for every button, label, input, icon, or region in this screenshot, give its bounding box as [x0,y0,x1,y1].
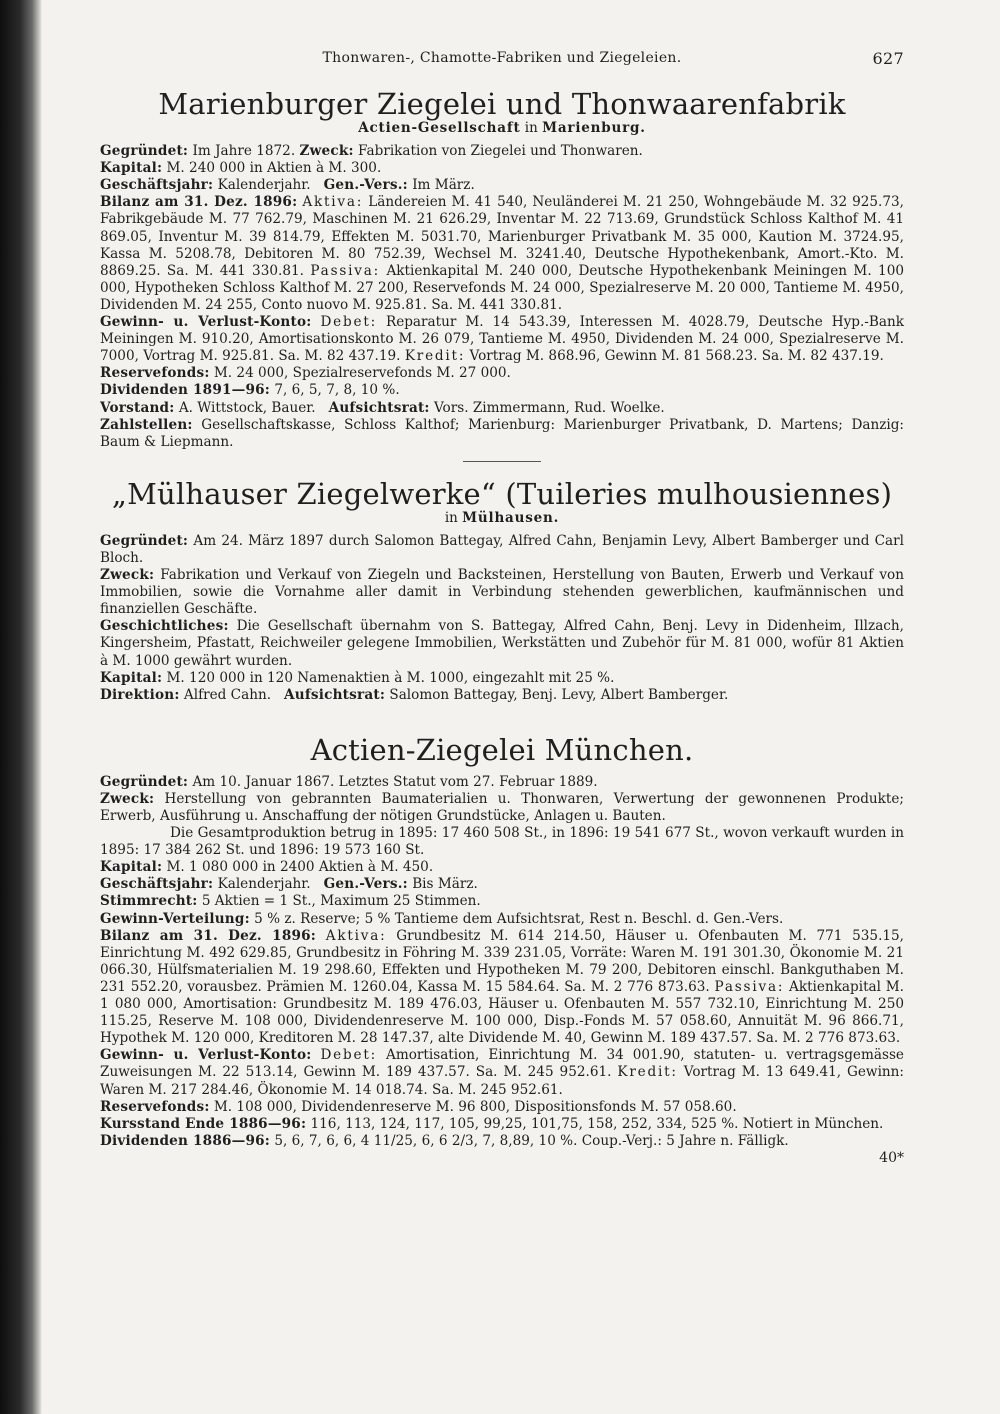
label: Direktion: [100,686,180,703]
label: Geschichtliches: [100,618,229,635]
label-liabilities: Passiva: [714,978,785,995]
entry-purpose [100,791,904,825]
label-assets: Aktiva: [302,194,364,211]
label: Gegründet: [100,532,189,549]
label: Vorstand: [100,399,175,416]
value: M. 24 000, Spezialreservefonds M. 27 000. [213,365,511,382]
company-subtitle [100,510,904,527]
entry-purpose [100,567,904,618]
value: Gesellschaftskasse, Schloss Kalthof; Marienburg: Marienburger Privatbank, D. Martens; Danzig: Baum & Liepmann. [100,416,904,450]
subtitle-in: in [524,120,538,136]
entry-reserve [100,1099,904,1116]
value: M. 120 000 in 120 Namenaktien à M. 1000, eingezahlt mit 25 %. [166,669,615,686]
value: 116, 113, 124, 117, 105, 99,25, 101,75, 158, 252, 334, 525 %. Notiert in München. [310,1115,884,1132]
entry-management [100,687,904,704]
value: Vortrag M. 868.96, Gewinn M. 81 568.23. Sa. M. 82 437.19. [469,348,884,365]
label: Gewinn- u. Verlust-Konto: [100,1047,312,1064]
label: Zweck: [299,143,354,160]
company-title: Actien-Ziegelei München. [310,732,694,767]
value: Amortisation, Einrichtung M. 34 001.90, statuten- u. vertragsgemässe Zuweisungen M. 22 513.14, Gewinn M. 189 437.57. Sa. M. 245 952.61. [100,1047,904,1081]
label: Stimmrecht: [100,893,198,910]
section-divider [463,461,541,462]
subtitle-location: Marienburg. [542,120,646,136]
label: Reservefonds: [100,1098,210,1115]
value: Vortrag M. 13 649.41, Gewinn: Waren M. 217 284.46, Ökonomie M. 14 018.74. Sa. M. 245 952.61. [100,1064,905,1098]
value: Aktienkapital M. 1 080 000, Amortisation: Grundbesitz M. 189 476.03, Häuser u. Ofenbauten M. 557 732.10, Einrichtung M. 250 115.25, Reserve M. 108 000, Dividendenreserve M. 100 000, Disp.-Fonds M. 57 058.60, Annuität M. 96 866.71, Hypothek M. 120 000, Kreditoren M. 28 147.37, alte Dividende M. 40, Gewinn M. 189 437.57. Sa. M. 2 776 873.63. [100,978,905,1047]
label-debit: Debet: [320,314,377,331]
company-title: Marienburger Ziegelei und Thonwaarenfabrik [158,87,846,121]
value: Vors. Zimmermann, Rud. Woelke. [433,399,665,416]
entry-profit-loss [100,1047,904,1098]
label: Geschäftsjahr: [100,876,214,893]
label: Reservefonds: [100,365,210,382]
label: Bilanz am 31. Dez. 1896: [100,194,298,211]
label: Zweck: [100,790,155,807]
entry-founded [100,533,904,567]
entry-production: Die Gesamtproduktion betrug in 1895: 17 460 508 St., in 1896: 19 541 677 St., wovon verkauft wurden in 1895: 17 384 262 St. und 1896: 19 573 160 St. [100,825,904,859]
running-head-title: Thonwaren-, Chamotte-Fabriken und Ziegeleien. [322,50,682,66]
entry-history [100,618,904,669]
value: Im März. [412,177,475,194]
value: Grundbesitz M. 614 214.50, Häuser u. Ofenbauten M. 771 535.15, Einrichtung M. 492 629.85, Grundbesitz in Föhring M. 339 231.05, Vorräte: Waren M. 191 301.30, Ökonomie M. 21 066.30, Hülfsmaterialien M. 19 298.60, Effekten und Hypotheken M. 79 200, Debitoren einschl. Bankguthaben M. 231 552.20, vorausbez. Prämien M. 1260.04, Kassa M. 15 584.64. Sa. M. 2 776 873.63. [100,927,905,995]
value: A. Wittstock, Bauer. [178,399,316,416]
subtitle-location: Mülhausen. [462,509,560,526]
entry-founded [100,143,904,160]
entry-dividends [100,382,904,399]
label: Kapital: [100,160,163,177]
value: Aktienkapital M. 240 000, Deutsche Hypothekenbank Meiningen M. 100 000, Hypotheken Schloss Kalthof M. 27 200, Reservefonds M. 24 000, Spezialreserve M. 20 000, Tantieme M. 4950, Dividenden M. 24 255, Conto nuovo M. 925.81. Sa. M. 441 330.81. [100,262,904,313]
value: Alfred Cahn. [183,686,272,703]
label: Geschäftsjahr: [100,177,214,194]
book-spine-shadow [0,0,42,1414]
label: Gen.-Vers.: [323,876,408,893]
value: Salomon Battegay, Benj. Levy, Albert Bamberger. [389,686,729,703]
value: 5 % z. Reserve; 5 % Tantieme dem Aufsichtsrat, Rest n. Beschl. d. Gen.-Vers. [254,910,784,927]
subtitle-in: in [444,509,458,526]
entry-dividends [100,1133,904,1150]
value: 5, 6, 7, 6, 6, 4 11/25, 6, 6 2/3, 7, 8,89, 10 %. Coup.-Verj.: 5 Jahre n. Fälligk. [274,1132,789,1149]
label: Gegründet: [100,773,189,790]
entry-reserve [100,365,904,382]
value: Am 10. Januar 1867. Letztes Statut vom 27. Februar 1889. [192,773,598,790]
document-page [100,46,904,1167]
label-credit: Kredit: [617,1064,678,1081]
label: Gewinn-Verteilung: [100,910,250,927]
value: Kalenderjahr. [217,177,311,194]
label: Gen.-Vers.: [323,177,408,194]
company-entry-muenchen [100,734,904,1167]
value: Fabrikation und Verkauf von Ziegeln und Backsteinen, Herstellung von Bauten, Erwerb und Verkauf von Immobilien, sowie die Vornahme aller damit in Verbindung stehenden gewerblichen, kaufmännischen und finanziellen Geschäfte. [100,567,904,618]
value: Fabrikation von Ziegelei und Thonwaren. [358,143,643,160]
entry-paying-agents [100,417,904,451]
subtitle-company-form: Actien-Gesellschaft [358,120,521,136]
label: Aufsichtsrat: [284,686,386,703]
page-number: 627 [872,49,904,68]
company-title: „Mülhauser Ziegelwerke“ (Tuileries mulhousiennes) [111,476,893,511]
company-entry-marienburg [100,88,904,451]
value: Im Jahre 1872. [192,143,296,160]
entry-balance [100,194,904,314]
value: Kalenderjahr. [217,876,311,893]
value: M. 1 080 000 in 2400 Aktien à M. 450. [166,859,434,876]
label: Kursstand Ende 1886—96: [100,1115,307,1132]
value: 5 Aktien = 1 St., Maximum 25 Stimmen. [201,893,481,910]
entry-fiscal-year [100,876,904,893]
printer-signature: 40* [879,1149,904,1166]
label: Kapital: [100,859,163,876]
label: Bilanz am 31. Dez. 1896: [100,927,317,944]
value: Bis März. [412,876,478,893]
value: Ländereien M. 41 540, Neuländerei M. 21 250, Wohngebäude M. 32 925.73, Fabrikgebäude M. 77 762.79, Maschinen M. 21 626.29, Inventar M. 22 713.69, Grundstück Schloss Kalthof M. 41 869.05, Inventur M. 39 814.79, Effekten M. 5031.70, Marienburger Privatbank M. 35 000, Kaution M. 3724.95, Kassa M. 5208.78, Debitoren M. 80 752.39, Wechsel M. 3241.40, Deutsche Hypothekenbank, Amort.-Kto. M. 8869.25. Sa. M. 441 330.81. [100,194,904,279]
label: Zweck: [100,567,155,584]
entry-share-prices [100,1116,904,1133]
entry-capital [100,859,904,876]
value: 7, 6, 5, 7, 8, 10 %. [274,382,400,399]
label: Aufsichtsrat: [328,399,430,416]
label: Gegründet: [100,143,189,160]
label-credit: Kredit: [404,348,466,365]
label: Dividenden 1891—96: [100,382,270,399]
value: M. 240 000 in Aktien à M. 300. [166,160,382,177]
label-liabilities: Passiva: [310,262,381,279]
entry-balance [100,928,904,1048]
value: Am 24. März 1897 durch Salomon Battegay, Alfred Cahn, Benjamin Levy, Albert Bamberger und Carl Bloch. [100,532,905,566]
value: Reparatur M. 14 543.39, Interessen M. 4028.79, Deutsche Hyp.-Bank Meiningen M. 910.20, Amortisationskonto M. 26 079, Tantieme M. 4950, Dividenden M. 24 000, Spezialreserve M. 7000, Vortrag M. 925.81. Sa. M. 82 437.19. [100,314,904,365]
label: Kapital: [100,669,163,686]
entry-board [100,400,904,417]
label: Gewinn- u. Verlust-Konto: [100,314,312,331]
company-subtitle [100,120,904,137]
label-assets: Aktiva: [325,927,387,944]
value: Die Gesellschaft übernahm von S. Battegay, Alfred Cahn, Benj. Levy in Didenheim, Illzach, Kingersheim, Pfastatt, Reichweiler gelegene Immobilien, Werkstätten und Zubehör für M. 81 000, wofür 81 Aktien à M. 1000 gewährt wurden. [100,618,904,669]
entry-founded [100,774,904,791]
company-entry-muelhausen [100,478,904,704]
entry-fiscal-year [100,177,904,194]
entry-profit-distribution [100,911,904,928]
entry-capital [100,160,904,177]
label: Dividenden 1886—96: [100,1132,270,1149]
running-head [100,46,904,74]
entry-voting-rights [100,893,904,910]
entry-capital [100,670,904,687]
value: M. 108 000, Dividendenreserve M. 96 800, Dispositionsfonds M. 57 058.60. [213,1098,737,1115]
label: Zahlstellen: [100,416,193,433]
value: Herstellung von gebrannten Baumaterialien u. Thonwaren, Verwertung der gewonnenen Produkte; Erwerb, Ausführung u. Anschaffung der nötigen Grundstücke, Anlagen u. Bauten. [100,790,904,824]
entry-profit-loss [100,314,904,365]
label-debit: Debet: [320,1047,378,1064]
